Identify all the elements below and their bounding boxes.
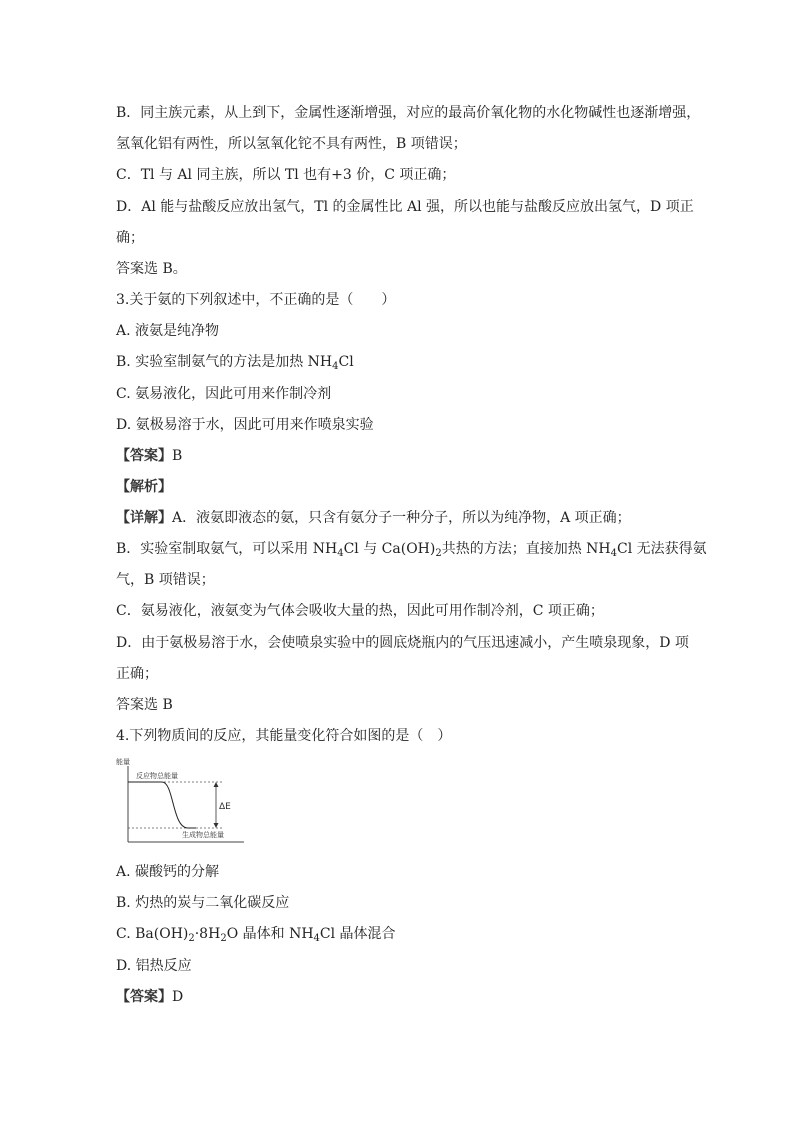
option-d: D. 氨极易溶于水，因此可用来作喷泉实验 <box>116 417 374 433</box>
subscript: 4 <box>332 361 339 372</box>
option-d: D. 铝热反应 <box>116 958 192 974</box>
answer-line <box>116 987 183 1007</box>
answer-value: B <box>172 448 183 464</box>
y-axis-label: 能量 <box>116 758 130 766</box>
explanation-c: C．氨易液化，液氨变为气体会吸收大量的热，因此可用作制冷剂，C 项正确； <box>116 603 604 619</box>
answer-line <box>116 446 182 466</box>
text-line: 答案选 B。 <box>116 261 187 277</box>
option-c: C. 氨易液化，因此可用来作制冷剂 <box>116 386 332 402</box>
text-line: 气，B 项错误； <box>116 572 215 588</box>
subscript: 2 <box>220 933 227 944</box>
explanation-b-part: B．实验室制取氨气，可以采用 NH <box>116 541 338 557</box>
explanation-b-part: Cl 无法获得氨 <box>617 541 707 557</box>
text-line: 正确； <box>116 666 158 682</box>
text-line: 确； <box>116 230 144 246</box>
answer-value: D <box>172 989 184 1005</box>
option-c <box>116 924 396 944</box>
explanation-b-part: Cl 与 Ca(OH) <box>343 541 436 557</box>
explanation-d: D．由于氨极易溶于水，会使喷泉实验中的圆底烧瓶内的气压迅速减小，产生喷泉现象，D 项 <box>116 635 689 651</box>
analysis-line <box>116 477 172 497</box>
product-label: 生成物总能量 <box>182 831 224 839</box>
option-a: A. 液氨是纯净物 <box>116 323 220 339</box>
answer-label: 【答案】 <box>116 448 172 464</box>
question-3: 3.关于氨的下列叙述中，不正确的是（ ） <box>116 292 396 308</box>
detail-line <box>116 508 631 528</box>
subscript: 4 <box>610 548 618 559</box>
subscript: 2 <box>435 548 442 559</box>
option-c-text: ·8H <box>194 926 221 942</box>
energy-curve <box>128 782 196 828</box>
option-b-text: B. 实验室制氨气的方法是加热 NH <box>116 354 333 370</box>
option-c-text: C. Ba(OH) <box>116 926 189 942</box>
answer-label: 【答案】 <box>116 989 172 1005</box>
final-answer: 答案选 B <box>116 697 173 713</box>
reactant-label: 反应物总能量 <box>136 772 178 780</box>
subscript: 4 <box>313 933 320 944</box>
text-line: D．Al 能与盐酸反应放出氢气，Tl 的金属性比 Al 强，所以也能与盐酸反应放出氢气，D 项正 <box>116 199 694 215</box>
delta-e-label: ΔE <box>219 802 231 812</box>
subscript: 4 <box>337 548 344 559</box>
option-c-text: O 晶体和 NH <box>226 926 314 942</box>
option-a: A. 碳酸钙的分解 <box>116 864 220 880</box>
question-4: 4.下列物质间的反应，其能量变化符合如图的是（ ） <box>116 728 452 744</box>
text-line: 氢氧化铝有两性，所以氢氧化铊不具有两性，B 项错误； <box>116 136 467 152</box>
subscript: 2 <box>188 933 195 944</box>
energy-diagram <box>116 756 246 848</box>
explanation-b <box>116 539 707 559</box>
option-c-text: Cl 晶体混合 <box>319 926 396 942</box>
explanation-a: A．液氨即液态的氨，只含有氨分子一种分子，所以为纯净物，A 项正确； <box>172 510 631 526</box>
option-b: B. 灼热的炭与二氧化碳反应 <box>116 895 290 911</box>
detail-label: 【详解】 <box>116 510 172 526</box>
option-b <box>116 352 354 372</box>
explanation-b-part: 共热的方法；直接加热 NH <box>441 541 611 557</box>
text-line: C．Tl 与 Al 同主族，所以 Tl 也有+3 价，C 项正确； <box>116 167 456 183</box>
analysis-label: 【解析】 <box>116 479 172 495</box>
option-b-text-end: Cl <box>338 354 354 370</box>
text-line: B．同主族元素，从上到下，金属性逐渐增强，对应的最高价氧化物的水化物碱性也逐渐增强， <box>116 105 701 121</box>
